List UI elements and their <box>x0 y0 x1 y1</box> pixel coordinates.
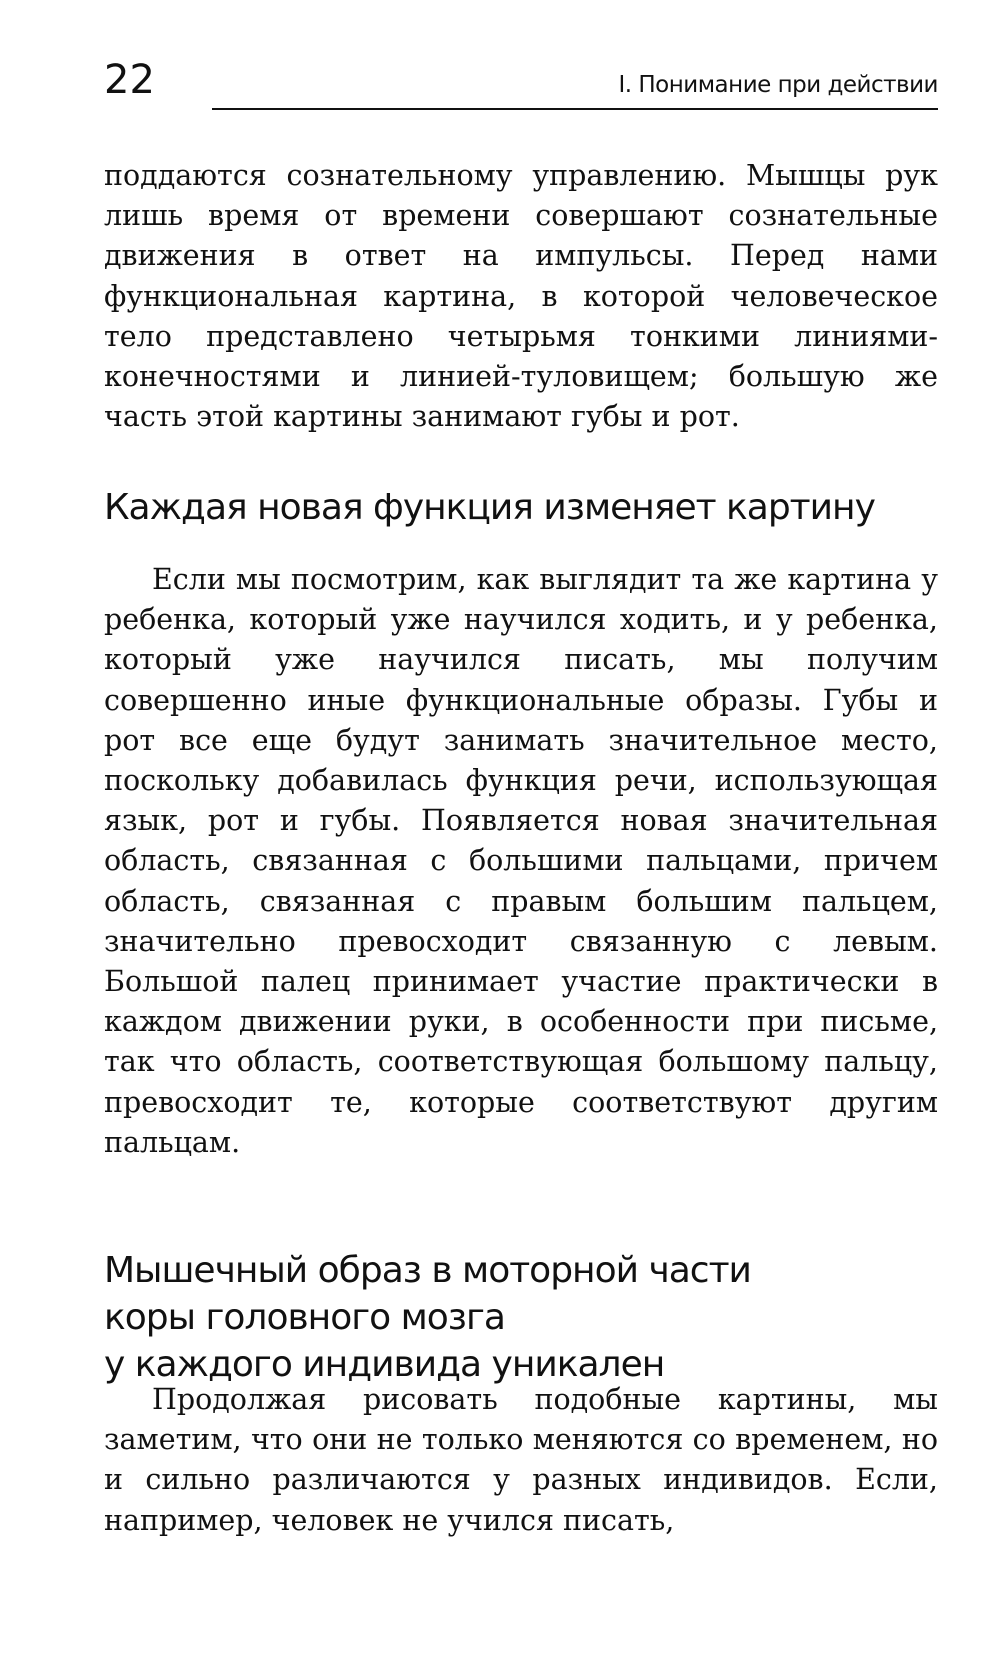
section-heading-2 <box>104 1247 938 1388</box>
paragraph-3: Продолжая рисовать подобные картины, мы заметим, что они не только меняются со временем, но и сильно различаются у разных индивидов. Если, например, человек не учился писать, <box>104 1383 938 1537</box>
running-head: I. Понимание при действии <box>618 72 938 98</box>
heading-2-line-2: коры головного мозга <box>104 1297 505 1338</box>
heading-2-line-3: у каждого индивида уникален <box>104 1344 665 1385</box>
heading-2-line-1: Мышечный образ в моторной части <box>104 1250 751 1291</box>
header-rule <box>212 108 938 110</box>
paragraph-1: поддаются сознательному управлению. Мышцы рук лишь время от времени совершают сознательные движения в ответ на импульсы. Перед нами функциональная картина, в которой человеческое тело представлено четырьмя тонкими линиями-конечностями и линией-туловищем; большую же часть этой картины занимают губы и рот. <box>104 159 938 434</box>
paragraph-2: Если мы посмотрим, как выглядит та же картина у ребенка, который уже научился ходить, и у ребенка, который уже научился писать, мы получим совершенно иные функциональные образы. Губы и рот все еще будут занимать значительное место, поскольку добавилась функция речи, использующая язык, рот и губы. Появляется новая значительная область, связанная с большими пальцами, причем область, связанная с правым большим пальцем, значительно превосходит связанную с левым. Большой палец принимает участие практически в каждом движении руки, в особенности при письме, так что область, соответствующая большому пальцу, превосходит те, которые соответствуют другим пальцам. <box>104 563 938 1159</box>
section-heading-1: Каждая новая функция изменяет картину <box>104 487 875 528</box>
page-number: 22 <box>104 57 155 103</box>
